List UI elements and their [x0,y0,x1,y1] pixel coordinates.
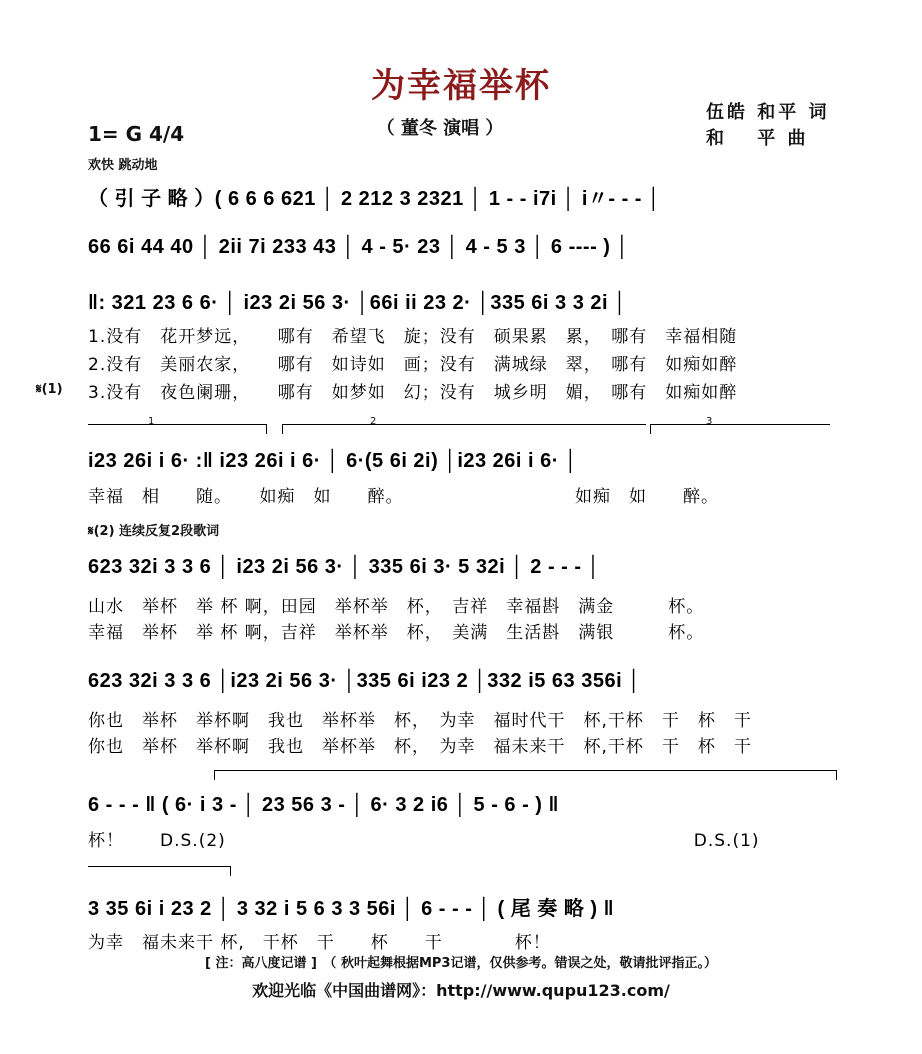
footer-website: 欢迎光临《中国曲谱网》：http://www.qupu123.com/ [252,981,670,1000]
volta-number: 1 [148,416,155,427]
page-title: 为幸福举杯 [371,66,551,106]
volta-number: 2 [370,416,377,427]
notation-row: 66 6i 44 40 │ 2ii 7i 233 43 │ 4 - 5· 23 │ 4 - 5 3 │ 6 ---- ) │ [88,236,630,258]
lyric-line: 幸福 相 随。 如痴 如 醉。 如痴 如 醉。 [88,487,719,507]
key-signature: 1= G 4/4 [88,122,185,146]
lyric-line: 你也 举杯 举杯啊 我也 举杯举 杯， 为幸 福时代干 杯,干杯 干 杯 干 [88,711,752,731]
singer: （ 董冬 演唱 ） [376,118,504,139]
lyric-line: 幸福 举杯 举 杯 啊，吉祥 举杯举 杯， 美满 生活斟 满银 杯。 [88,623,705,643]
lyric-line: 1.没有 花开梦远， 哪有 希望飞 旋；没有 硕果累 累， 哪有 幸福相随 [88,327,738,347]
lyric-line: 你也 举杯 举杯啊 我也 举杯举 杯， 为幸 福未来干 杯,干杯 干 杯 干 [88,737,752,757]
notation-row: 623 32i 3 3 6 │i23 2i 56 3· │335 6i i23 2 │332 i5 63 356i │ [88,670,642,692]
lyric-line: 2.没有 美丽农家， 哪有 如诗如 画；没有 满城绿 翠， 哪有 如痴如醉 [88,355,738,375]
notation-row: i23 26i i 6· :‖ i23 26i i 6· │ 6·(5 6i 2i) │i23 26i i 6· │ [88,450,578,472]
segno-marker: 𝄋(1) [36,382,63,397]
lyric-line: 杯！ D.S.(2) D.S.(1) [88,831,760,851]
lyric-line: 为幸 福未来干 杯, 干杯 干 杯 干 杯！ [88,933,551,953]
segno-marker: 𝄋(2) 连续反复2段歌词 [88,524,220,539]
composer: 和 平 曲 [706,128,809,149]
volta-number: 3 [706,416,713,427]
lyric-line: 山水 举杯 举 杯 啊，田园 举杯举 杯， 吉祥 幸福斟 满金 杯。 [88,597,705,617]
lyricist: 伍皓 和平 词 [706,102,830,123]
tempo-marking: 欢快 跳动地 [88,158,158,173]
notation-row: （ 引 子 略 ）( 6 6 6 621 │ 2 212 3 2321 │ 1 - - i7i │ i〃- - - │ [88,188,662,210]
notation-row: 6 - - - ‖ ( 6· i 3 - │ 23 56 3 - │ 6· 3 2 i6 │ 5 - 6 - ) ‖ [88,794,559,816]
notation-row: ‖: 321 23 6 6· │ i23 2i 56 3· │66i ii 23 2· │335 6i 3 3 2i │ [88,292,628,314]
notation-row: 3 35 6i i 23 2 │ 3 32 i 5 6 3 3 56i │ 6 - - - │ ( 尾 奏 略 ) ‖ [88,898,615,920]
notation-row: 623 32i 3 3 6 │ i23 2i 56 3· │ 335 6i 3· 5 32i │ 2 - - - │ [88,556,601,578]
lyric-line: 3.没有 夜色阑珊， 哪有 如梦如 幻；没有 城乡明 媚， 哪有 如痴如醉 [88,383,738,403]
footer-note: [ 注：高八度记谱 ] （ 秋叶起舞根据MP3记谱，仅供参考。错误之处，敬请批评指正。） [205,956,717,971]
